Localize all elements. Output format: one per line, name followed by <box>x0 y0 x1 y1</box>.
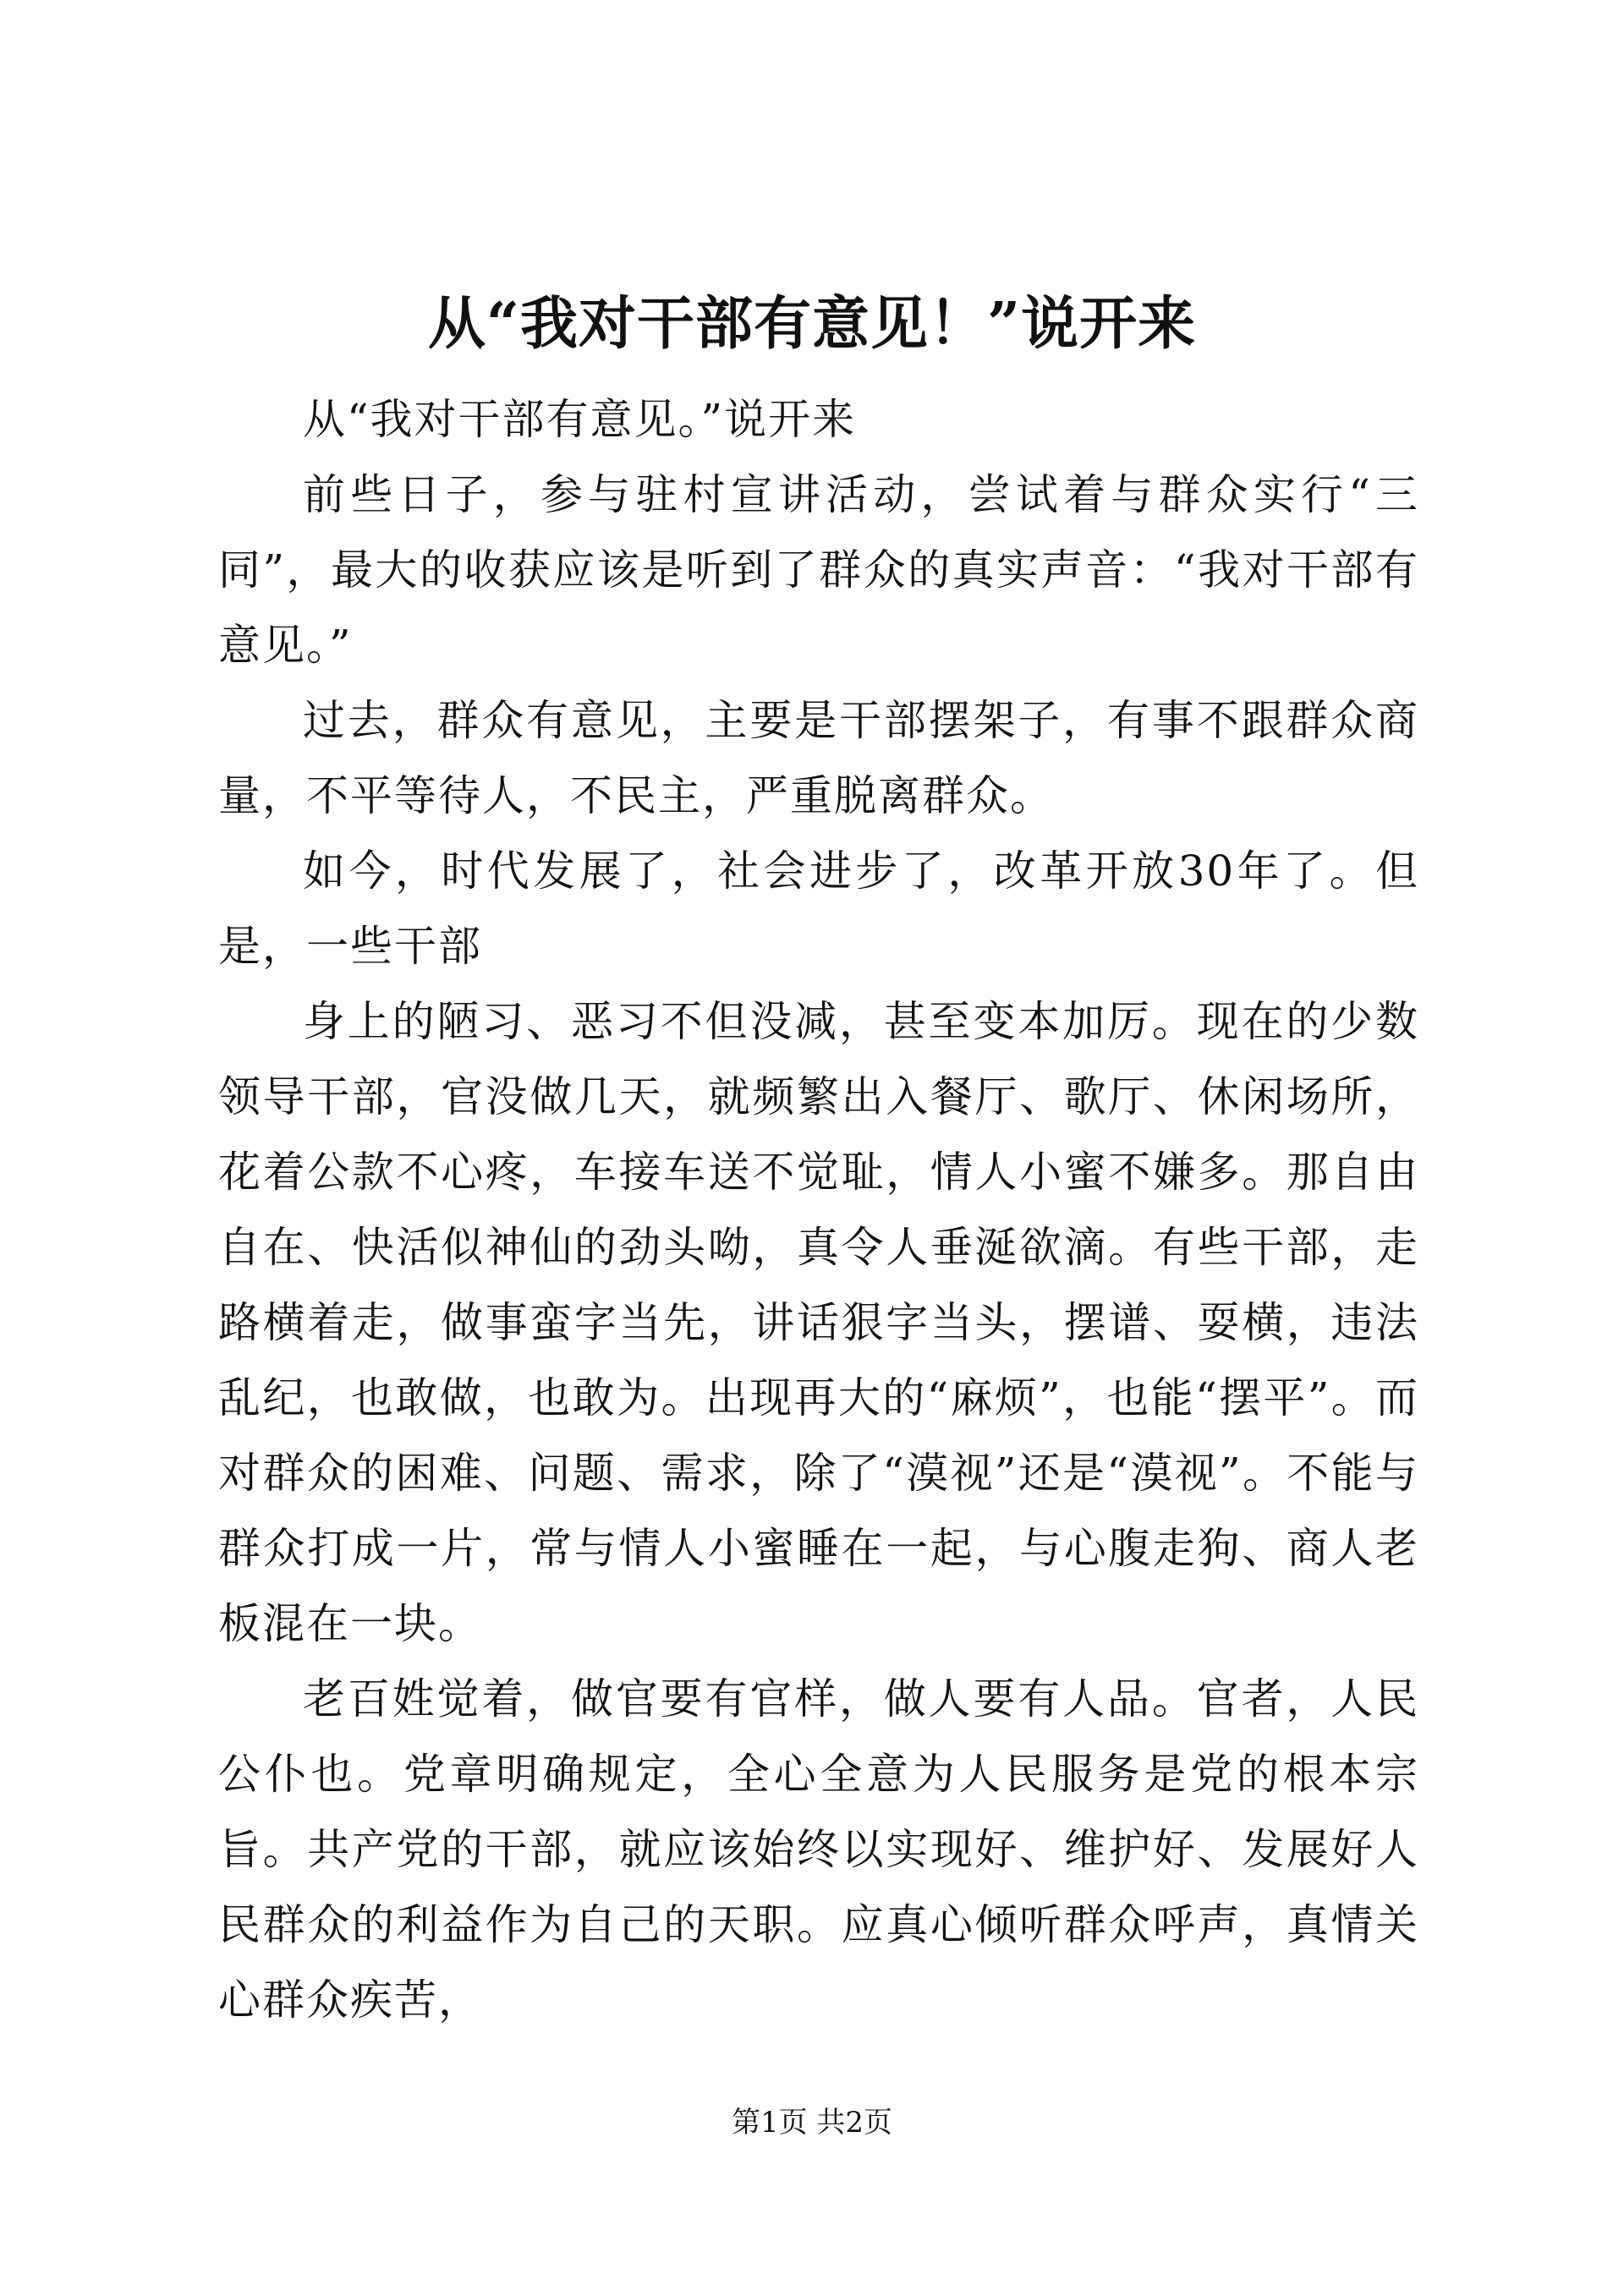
paragraph: 如今，时代发展了，社会进步了，改革开放30年了。但是，一些干部 <box>218 847 1419 971</box>
paragraph: 从“我对干部有意见。”说开来 <box>303 395 857 444</box>
paragraph: 前些日子，参与驻村宣讲活动，尝试着与群众实行“三同”，最大的收获应该是听到了群众的真实声音：“我对干部有意见。” <box>218 470 1419 670</box>
paragraph: 过去，群众有意见，主要是干部摆架子，有事不跟群众商量，不平等待人，不民主，严重脱离群众。 <box>218 696 1419 820</box>
paragraph: 身上的陋习、恶习不但没减，甚至变本加厉。现在的少数领导干部，官没做几天，就频繁出入餐厅、歌厅、休闲场所，花着公款不心疼，车接车送不觉耻，情人小蜜不嫌多。那自由自在、快活似神仙的劲头呦，真令人垂涎欲滴。有些干部，走路横着走，做事蛮字当先，讲话狠字当头，摆谱、耍横，违法乱纪，也敢做，也敢为。出现再大的“麻烦”，也能“摆平”。而对群众的困难、问题、需求，除了“漠视”还是“漠视”。不能与群众打成一片，常与情人小蜜睡在一起，与心腹走狗、商人老板混在一块。 <box>218 997 1419 1648</box>
paragraph: 老百姓觉着，做官要有官样，做人要有人品。官者，人民公仆也。党章明确规定，全心全意为人民服务是党的根本宗旨。共产党的干部，就应该始终以实现好、维护好、发展好人民群众的利益作为自己的天职。应真心倾听群众呼声，真情关心群众疾苦， <box>218 1674 1419 2025</box>
document-body <box>218 382 1419 2038</box>
page-footer: 第1页 共2页 <box>731 2106 893 2140</box>
document-title: 从“我对干部有意见！”说开来 <box>427 290 1197 358</box>
